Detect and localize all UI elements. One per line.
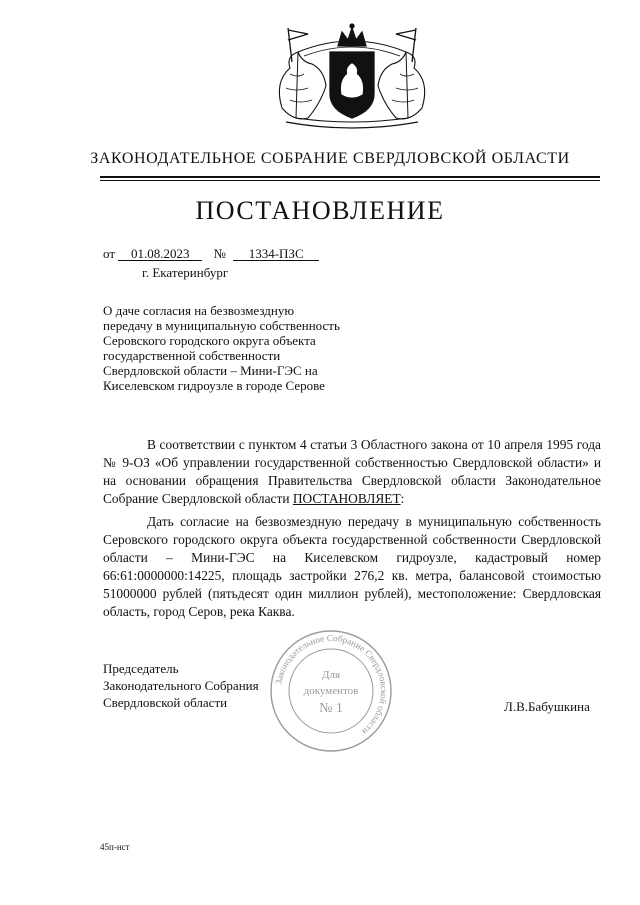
- signatory-name: Л.В.Бабушкина: [504, 699, 590, 714]
- stamp-center-line2: документов: [303, 685, 359, 697]
- header-divider-thin: [100, 180, 600, 181]
- preamble-text: В соответствии с пунктом 4 статьи 3 Областного закона от 10 апреля 1995 года № 9-ОЗ «Об управлении государственной собственностью Свердловской области» и на основании обращения Правительства Свердловской области Законодательное Собрание Свердловской области: [103, 437, 601, 506]
- footer-code: 45п-нст: [100, 842, 130, 852]
- preamble-colon: :: [400, 491, 405, 506]
- document-subject: О даче согласия на безвозмездную передачу в муниципальную собственность Серовского городского округа объекта государственной собственности Свердловской области – Мини-ГЭС на Киселевском гидроузле в городе Серове: [103, 303, 340, 394]
- signatory-title-line: Свердловской области: [103, 695, 228, 710]
- header-divider: [100, 176, 600, 178]
- coat-of-arms-emblem: [268, 22, 436, 134]
- stamp-center-line3: № 1: [319, 701, 343, 716]
- date-number-line: [103, 246, 319, 262]
- organization-name: ЗАКОНОДАТЕЛЬНОЕ СОБРАНИЕ СВЕРДЛОВСКОЙ ОБЛАСТИ: [90, 150, 570, 167]
- document-title: ПОСТАНОВЛЕНИЕ: [195, 196, 445, 225]
- stamp-ring-textpath: Законодательное Собрание Свердловской области: [273, 632, 390, 737]
- document-date: 01.08.2023: [118, 247, 202, 261]
- official-stamp: [268, 628, 394, 754]
- signatory-title-line: Председатель: [103, 661, 179, 676]
- city: г. Екатеринбург: [142, 265, 229, 280]
- decree-word: ПОСТАНОВЛЯЕТ: [292, 491, 401, 506]
- preamble-paragraph: [103, 436, 601, 508]
- document-number: 1334-ПЗС: [233, 247, 319, 261]
- number-label: №: [213, 246, 226, 261]
- signatory-title-line: Законодательного Собрания: [103, 678, 259, 693]
- stamp-center-line1: Для: [321, 669, 341, 681]
- from-label: от: [103, 246, 116, 261]
- resolution-paragraph: Дать согласие на безвозмездную передачу в муниципальную собственность Серовского городского округа объекта государственной собственности Свердловской области – Мини-ГЭС на Киселевском гидроузле, кадастровый номер 66:61:0000000:14225, площадь застройки 276,2 кв. метра, балансовой стоимостью 51000000 рублей (пятьдесят один миллион рублей), местоположение: Свердловская область, город Серов, река Каква.: [103, 514, 601, 619]
- signatory-title: [103, 660, 259, 711]
